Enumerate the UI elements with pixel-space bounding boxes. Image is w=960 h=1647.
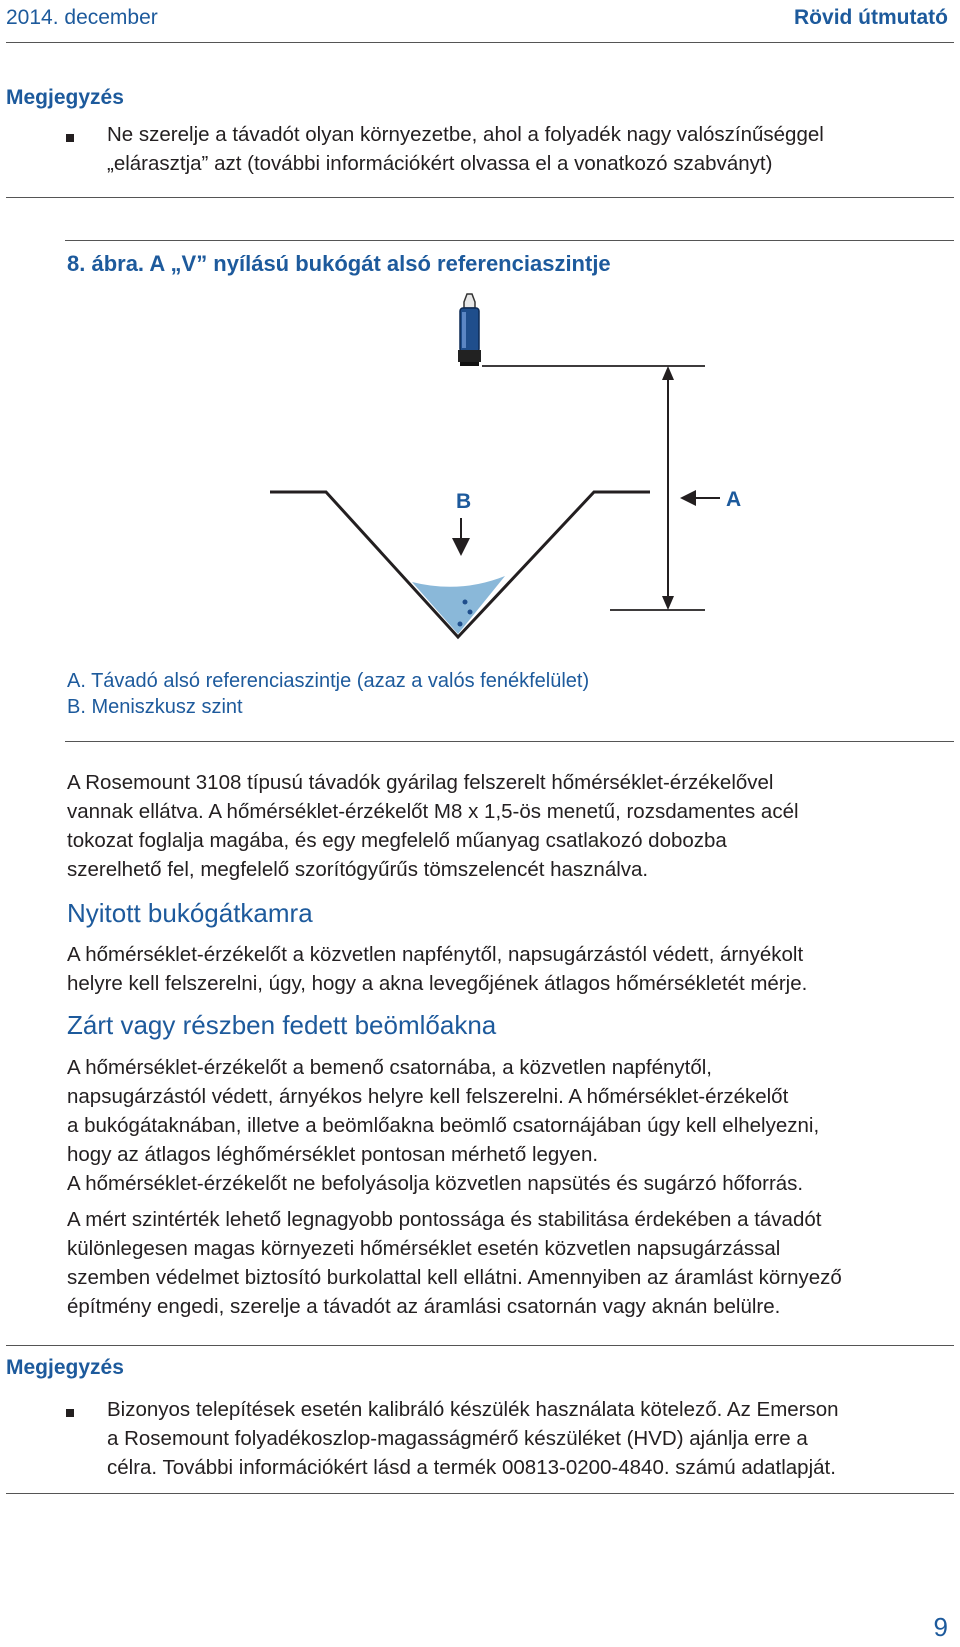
- bullet-icon: [66, 134, 74, 142]
- header-date: 2014. december: [6, 6, 158, 29]
- figure-title: 8. ábra. A „V” nyílású bukógát alsó referenciaszintje: [67, 251, 611, 276]
- transmitter-icon: [458, 294, 481, 366]
- arrow-down-icon: [452, 538, 470, 556]
- section-heading: Zárt vagy részben fedett beömlőakna: [67, 1010, 497, 1040]
- note-title: Megjegyzés: [6, 86, 124, 109]
- header-divider: [6, 42, 954, 43]
- section-paragraph: A mért szintérték lehető legnagyobb pontossága és stabilitása érdekében a távadót különlegesen magas környezeti hőmérséklet esetén közvetlen napsugárzással szemben védelmet biztosító burkolattal kell ellátni. Amennyiben az áramlást környező építmény engedi, szerelje a távadót az áramlási csatornán vagy aknán belülre.: [67, 1208, 842, 1318]
- label-a: A: [726, 488, 742, 511]
- arrow-left-icon: [680, 490, 696, 506]
- page-number: 9: [933, 1612, 948, 1642]
- section-paragraph: A hőmérséklet-érzékelőt a bemenő csatornába, a közvetlen napfénytől, napsugárzástól védett, árnyékos helyre kell felszerelni. A hőmérséklet-érzékelőt a bukógátaknában, illetve a beömlőakna beömlő csatornájában úgy kell elhelyezni, hogy az átlagos léghőmérséklet pontosan mérhető legyen. A hőmérséklet-érzékelőt ne befolyásolja közvetlen napsütés és sugárzó hőforrás.: [67, 1056, 820, 1195]
- header-title: Rövid útmutató: [794, 6, 948, 29]
- legend-item-b: B. Meniszkusz szint: [67, 696, 243, 718]
- note-divider: [6, 1493, 954, 1494]
- water-dot: [468, 610, 473, 615]
- v-notch-weir-diagram: [260, 292, 760, 652]
- intro-paragraph: A Rosemount 3108 típusú távadók gyárilag felszerelt hőmérséklet-érzékelővel vannak ellátva. A hőmérséklet-érzékelőt M8 x 1,5-ös menetű, rozsdamentes acél tokozat foglalja magába, és egy megfelelő műanyag csatlakozó dobozba szerelhető fel, megfelelő szorítógyűrűs tömszelencét használva.: [67, 771, 799, 881]
- arrow-up-icon: [662, 366, 674, 380]
- water-dot: [463, 600, 468, 605]
- figure-bottom-divider: [65, 741, 954, 742]
- note-divider: [6, 197, 954, 198]
- section-heading: Nyitott bukógátkamra: [67, 898, 313, 928]
- note-text: Bizonyos telepítések esetén kalibráló készülék használata kötelező. Az Emerson a Rosemount folyadékoszlop-magasságmérő készüléket (HVD) ajánlja erre a célra. További információkért lásd a termék 00813-0200-4840. számú adatlapját.: [107, 1398, 839, 1479]
- section-paragraph: A hőmérséklet-érzékelőt a közvetlen napfénytől, napsugárzástól védett, árnyékolt helyre kell felszerelni, úgy, hogy a akna levegőjének átlagos hőmérsékletét mérje.: [67, 943, 808, 995]
- note-text: Ne szerelje a távadót olyan környezetbe, ahol a folyadék nagy valószínűséggel „elárasztja” azt (további információkért olvassa el a vonatkozó szabványt): [107, 123, 824, 175]
- figure-top-divider: [65, 240, 954, 241]
- note-title: Megjegyzés: [6, 1356, 124, 1379]
- water-dot: [458, 622, 463, 627]
- arrow-down-icon: [662, 596, 674, 610]
- note-divider: [6, 1345, 954, 1346]
- label-b: B: [456, 490, 472, 513]
- figure-legend: [67, 668, 589, 720]
- bullet-icon: [66, 1409, 74, 1417]
- legend-item-a: A. Távadó alsó referenciaszintje (azaz a valós fenékfelület): [67, 670, 590, 692]
